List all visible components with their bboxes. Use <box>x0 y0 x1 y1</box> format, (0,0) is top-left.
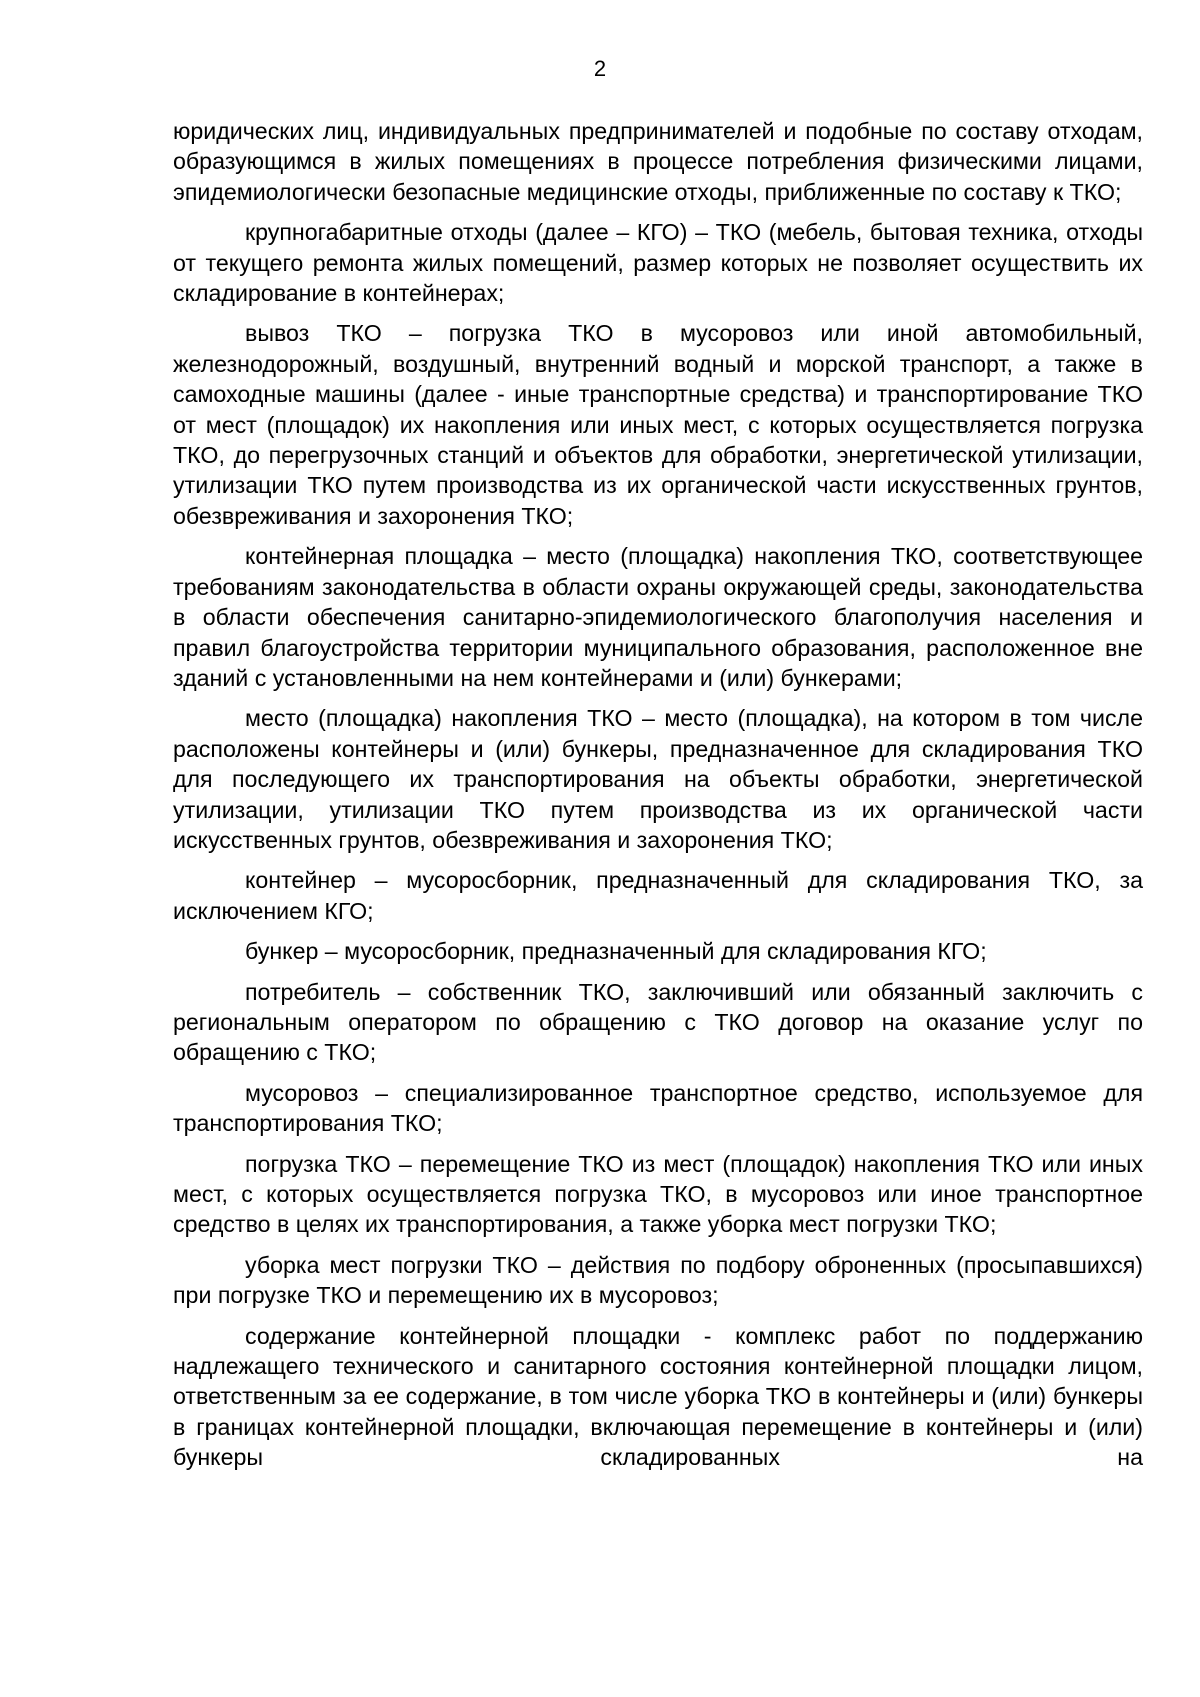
paragraph-loading-definition: погрузка ТКО – перемещение ТКО из мест (площадок) накопления ТКО или иных мест, с которых осуществляется погрузка ТКО, в мусоровоз или иное транспортное средство в целях их транспортирования, а также уборка мест погрузки ТКО; <box>173 1150 1143 1238</box>
paragraph-garbage-truck-definition: мусоровоз – специализированное транспортное средство, используемое для транспортирования ТКО; <box>173 1079 1143 1137</box>
paragraph-container-definition: контейнер – мусоросборник, предназначенный для складирования ТКО, за исключением КГО; <box>173 867 1143 924</box>
page-number: 2 <box>593 56 607 81</box>
paragraph-loading-site-cleaning-definition: уборка мест погрузки ТКО – действия по подбору оброненных (просыпавшихся) при погрузке ТКО и перемещению их в мусоровоз; <box>173 1251 1143 1309</box>
paragraph-container-site-maintenance-definition: содержание контейнерной площадки - комплекс работ по поддержанию надлежащего технического и санитарного состояния контейнерной площадки лицом, ответственным за ее содержание, в том числе уборка ТКО в контейнеры и (или) бункеры в границах контейнерной площадки, включающая перемещение в контейнеры и (или) бункеры складированных на <box>173 1322 1143 1471</box>
paragraph-tko-removal-definition: вывоз ТКО – погрузка ТКО в мусоровоз или иной автомобильный, железнодорожный, воздушный, внутренний водный и морской транспорт, а также в самоходные машины (далее - иные транспортные средства) и транспортирование ТКО от мест (площадок) их накопления или иных мест, с которых осуществляется погрузка ТКО, до перегрузочных станций и объектов для обработки, энергетической утилизации, утилизации ТКО путем производства из их органической части искусственных грунтов, обезвреживания и захоронения ТКО; <box>173 320 1143 529</box>
paragraph-consumer-definition: потребитель – собственник ТКО, заключивший или обязанный заключить с региональным оператором по обращению с ТКО договор на оказание услуг по обращению с ТКО; <box>173 978 1143 1066</box>
document-body <box>173 116 1143 1473</box>
paragraph-container-site-definition: контейнерная площадка – место (площадка) накопления ТКО, соответствующее требованиям законодательства в области охраны окружающей среды, законодательства в области обеспечения санитарно-эпидемиологического благополучия населения и правил благоустройства территории муниципального образования, расположенное вне зданий с установленными на нем контейнерами и (или) бункерами; <box>173 543 1143 691</box>
paragraph-bunker-definition: бункер – мусоросборник, предназначенный для складирования КГО; <box>245 938 987 965</box>
paragraph-accumulation-site-definition: место (площадка) накопления ТКО – место (площадка), на котором в том числе расположены контейнеры и (или) бункеры, предназначенное для складирования ТКО для последующего их транспортирования на объекты обработки, энергетической утилизации, утилизации ТКО путем производства из их органической части искусственных грунтов, обезвреживания и захоронения ТКО; <box>173 705 1143 853</box>
paragraph-continuation: юридических лиц, индивидуальных предпринимателей и подобные по составу отходам, образующимся в жилых помещениях в процессе потребления физическими лицами, эпидемиологически безопасные медицинские отходы, приближенные по составу к ТКО; <box>173 118 1143 205</box>
paragraph-kgo-definition: крупногабаритные отходы (далее – КГО) – ТКО (мебель, бытовая техника, отходы от текущего ремонта жилых помещений, размер которых не позволяет осуществить их складирование в контейнерах; <box>173 219 1143 307</box>
